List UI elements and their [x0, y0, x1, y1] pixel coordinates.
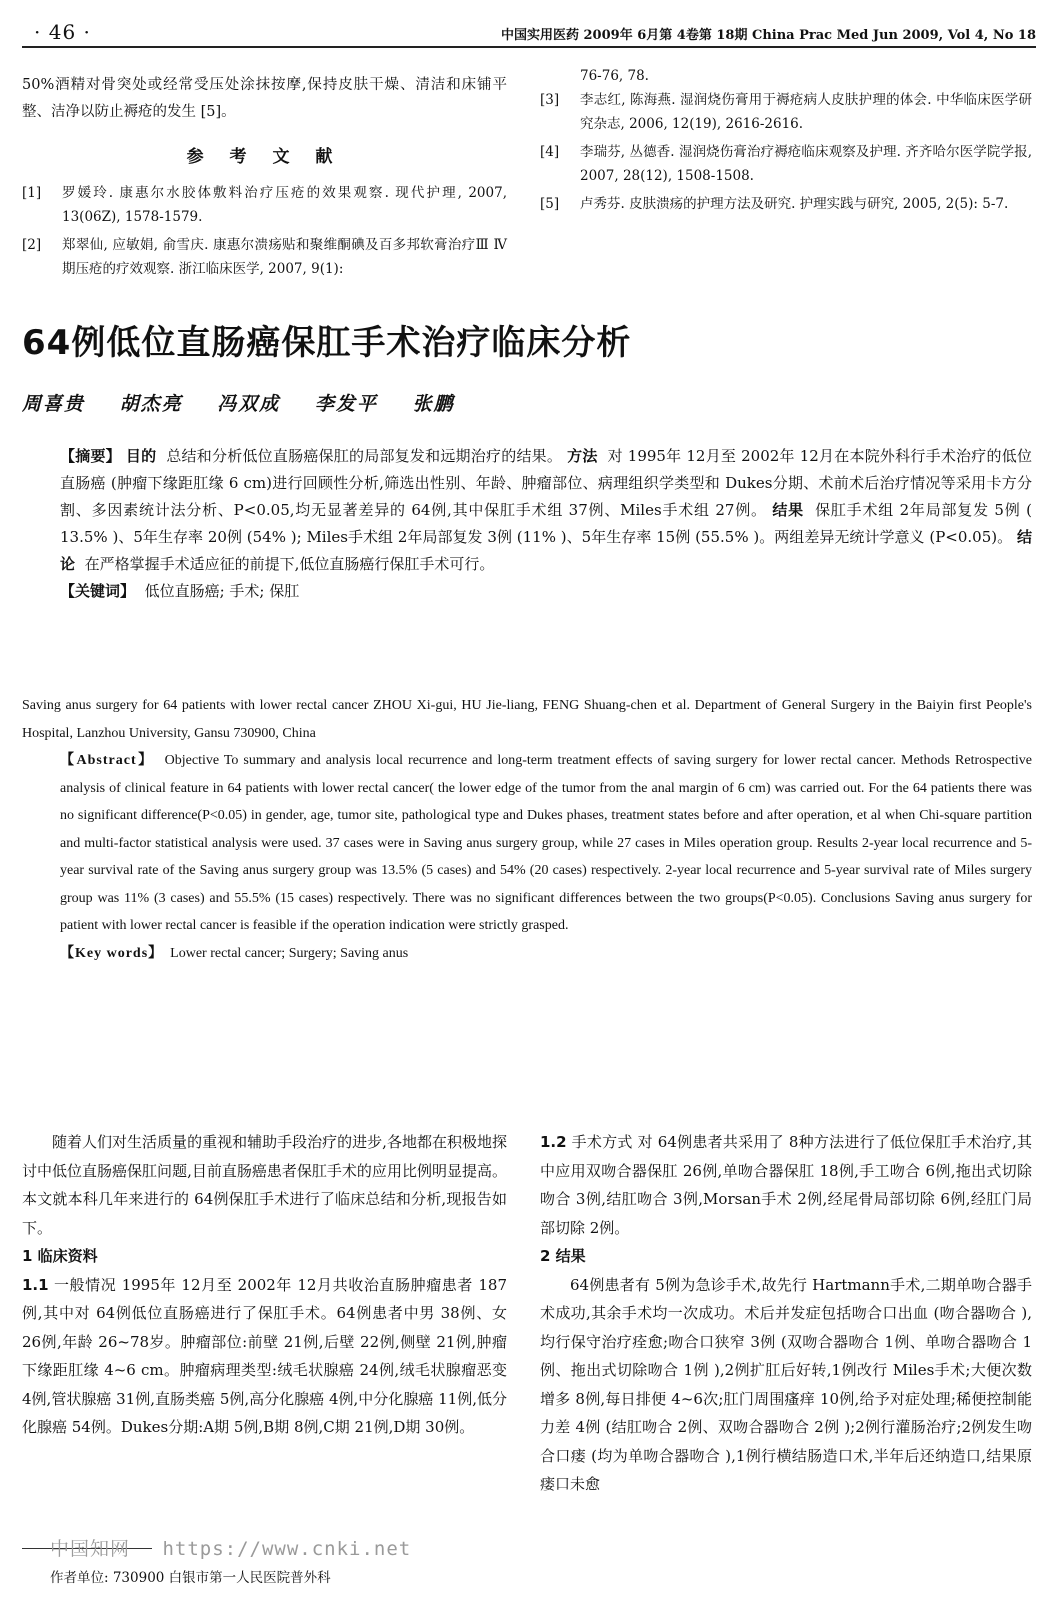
results-text: 保肛手术组 2年局部复发 5例 ( 13.5% )、5年生存率 20例 (54% ); Miles手术组 2年局部复发 3例 (11% )、5年生存率 15例 (55.5% )。两组差异无统计学意义 (P<0.05)。: [60, 501, 1032, 546]
header-rule: [22, 46, 1036, 48]
subsection-number: 1.1: [22, 1275, 49, 1294]
keywords-chinese: [22, 578, 1032, 605]
reference-number: [1]: [22, 185, 42, 201]
reference-item: [22, 181, 507, 229]
conclusion-label: 结论: [60, 528, 1032, 573]
page-header: [22, 18, 1036, 44]
abstract-chinese-body: [22, 443, 1032, 578]
objective-text: 总结和分析低位直肠癌保肛的局部复发和远期治疗的结果。: [166, 447, 563, 465]
body-left-column: [22, 1128, 507, 1442]
subsection-number: 1.2: [540, 1133, 567, 1151]
watermark-url: https://www.cnki.net: [162, 1538, 412, 1560]
abstract-label: 【摘要】: [60, 447, 121, 465]
reference-text: 罗媛玲. 康惠尔水胶体敷料治疗压疮的效果观察. 现代护理, 2007, 13(06Z), 1578-1579.: [62, 185, 507, 225]
reference-text: 李瑞芬, 丛德香. 湿润烧伤膏治疗褥疮临床观察及护理. 齐齐哈尔医学院学报, 2007, 28(12), 1508-1508.: [580, 144, 1032, 184]
section-heading: 2 结果: [540, 1247, 586, 1265]
top-right-column: [540, 64, 1032, 220]
abstract-en-label: 【Abstract】: [60, 753, 155, 768]
reference-text: 郑翠仙, 应敏娟, 俞雪庆. 康惠尔溃疡贴和聚维酮碘及百多邦软膏治疗Ⅲ Ⅳ期压疮的疗效观察. 浙江临床医学, 2007, 9(1):: [62, 237, 507, 277]
author-name: 冯双成: [217, 393, 281, 415]
subsection-text: 一般情况 1995年 12月至 2002年 12月共收治直肠肿瘤患者 187例,其中对 64例低位直肠癌进行了保肛手术。64例患者中男 38例、女 26例,年龄 26~78岁。肿瘤部位:前壁 21例,后壁 22例,侧壁 21例,肿瘤下缘距肛缘 4~6 cm。肿瘤病理类型:绒毛状腺癌 24例,绒毛状腺瘤恶变 4例,管状腺癌 31例,直肠类癌 5例,高分化腺癌 4例,中分化腺癌 11例,低分化腺癌 54例。Dukes分期:A期 5例,B期 8例,C期 21例,D期 30例。: [22, 1275, 507, 1436]
english-keywords: [22, 940, 1032, 968]
reference-text: 李志红, 陈海燕. 湿润烧伤膏用于褥疮病人皮肤护理的体会. 中华临床医学研究杂志, 2006, 12(19), 2616-2616.: [580, 92, 1032, 132]
author-name: 李发平: [314, 393, 378, 415]
abstract-chinese: [22, 443, 1032, 605]
reference-continuation: 76-76, 78.: [580, 68, 649, 84]
keywords-label: 【关键词】: [60, 582, 136, 600]
english-title-line: Saving anus surgery for 64 patients with lower rectal cancer ZHOU Xi-gui, HU Jie-liang, FENG Shuang-chen et al. Department of General Surgery in the Baiyin first People's Hospital, Lanzhou University, Gansu 730900, China: [22, 698, 1032, 741]
section-1-1-paragraph: [22, 1271, 507, 1442]
page-number: · 46 ·: [34, 20, 91, 44]
previous-article-paragraph: 50%酒精对骨突处或经常受压处涂抹按摩,保持皮肤干燥、清洁和床铺平整、洁净以防止褥疮的发生 [5]。: [22, 77, 507, 120]
reference-item: [22, 233, 507, 281]
reference-item: [540, 88, 1032, 136]
abstract-english: [22, 692, 1032, 967]
objective-label: 目的: [125, 447, 157, 465]
reference-text: 卢秀芬. 皮肤溃疡的护理方法及研究. 护理实践与研究, 2005, 2(5): 5-7.: [580, 196, 1009, 212]
english-abstract-body: [22, 747, 1032, 940]
cnki-watermark: [50, 1534, 411, 1561]
abstract-en-text: Objective To summary and analysis local recurrence and long-term treatment effects of saving surgery for lower rectal cancer. Methods Retrospective analysis of clinical feature in 64 patients with lower rectal cancer( the lower edge of the tumor from the anal margin of 6 cm) was carried out. For the 64 patients there was no significant difference(P<0.05) in gender, age, tumor site, pathological type and Dukes phases, treatment states before and after operation, et al when Chi-square partition and multi-factor statistical analysis were used. 37 cases were in Saving anus surgery group, while 27 cases in Miles operation group. Results 2-year local recurrence and 5-year survival rate of the Saving anus surgery group was 13.5% (5 cases) and 54% (20 cases) respectively. 2-year local recurrence and 5-year survival rate of Miles surgery group was 11% (3 cases) and 55.5% (15 cases) respectively. There was no significant differences between the two groups(P<0.05). Conclusions Saving anus surgery for patient with lower rectal cancer is feasible if the operation indication were strictly grasped.: [60, 753, 1032, 933]
article-title: 64例低位直肠癌保肛手术治疗临床分析: [22, 323, 632, 363]
methods-text: 对 1995年 12月至 2002年 12月在本院外科行手术治疗的低位直肠癌 (肿瘤下缘距肛缘 6 cm)进行回顾性分析,筛选出性别、年龄、肿瘤部位、病理组织学类型和 Dukes分期、术前术后治疗情况等采用卡方分割、多因素统计法分析、P<0.05,均无显著差异的 64例,其中保肛手术组 37例、Miles手术组 27例。: [60, 447, 1032, 519]
keywords-en-text: Lower rectal cancer; Surgery; Saving anus: [170, 945, 409, 961]
author-affiliation: 作者单位: 730900 白银市第一人民医院普外科: [50, 1570, 331, 1586]
conclusion-text: 在严格掌握手术适应征的前提下,低位直肠癌行保肛手术可行。: [84, 555, 495, 573]
author-name: 张鹏: [412, 393, 455, 415]
top-left-column: [22, 72, 507, 285]
reference-item: [540, 192, 1032, 216]
author-name: 胡杰亮: [119, 393, 183, 415]
journal-info: 中国实用医药 2009年 6月第 4卷第 18期 China Prac Med Jun 2009, Vol 4, No 18: [500, 28, 1036, 43]
watermark-text: 中国知网: [50, 1538, 131, 1560]
author-list: [22, 389, 481, 416]
reference-item: [540, 140, 1032, 188]
reference-number: [3]: [540, 92, 560, 108]
body-right-column: [540, 1128, 1032, 1499]
intro-paragraph: 随着人们对生活质量的重视和辅助手段治疗的进步,各地都在积极地探讨中低位直肠癌保肛问题,目前直肠癌患者保肛手术的应用比例明显提高。本文就本科几年来进行的 64例保肛手术进行了临床总结和分析,现报告如下。: [22, 1133, 507, 1237]
author-name: 周喜贵: [22, 393, 86, 415]
subsection-text: 手术方式 对 64例患者共采用了 8种方法进行了低位保肛手术治疗,其中应用双吻合器保肛 26例,单吻合器保肛 18例,手工吻合 6例,拖出式切除吻合 3例,结肛吻合 3例,Morsan手术 2例,经尾骨局部切除 6例,经肛门局部切除 2例。: [540, 1133, 1032, 1237]
reference-number: [4]: [540, 144, 560, 160]
references-heading: 参 考 文 献: [186, 147, 343, 167]
keywords-text: 低位直肠癌; 手术; 保肛: [144, 582, 300, 600]
results-paragraph: 64例患者有 5例为急诊手术,故先行 Hartmann手术,二期单吻合器手术成功,其余手术均一次成功。术后并发症包括吻合口出血 (吻合器吻合 ),均行保守治疗痊愈;吻合口狭窄 3例 (双吻合器吻合 1例、单吻合器吻合 1例、拖出式切除吻合 1例 ),2例扩肛后好转,1例改行 Miles手术;大便次数增多 8例,每日排便 4~6次;肛门周围瘙痒 10例,给予对症处理;稀便控制能力差 4例 (结肛吻合 2例、双吻合器吻合 2例 );2例行灌肠治疗;2例发生吻合口瘘 (均为单吻合器吻合 ),1例行横结肠造口术,半年后还纳造口,结果原瘘口未愈: [540, 1275, 1032, 1493]
references-list: [22, 181, 507, 281]
results-label: 结果: [772, 501, 804, 519]
section-heading: 1 临床资料: [22, 1247, 98, 1265]
reference-number: [2]: [22, 237, 42, 253]
reference-number: [5]: [540, 196, 560, 212]
section-1-2-paragraph: [540, 1128, 1032, 1242]
keywords-en-label: 【Key words】: [60, 945, 164, 961]
methods-label: 方法: [567, 447, 598, 465]
references-list-continued: [540, 88, 1032, 216]
